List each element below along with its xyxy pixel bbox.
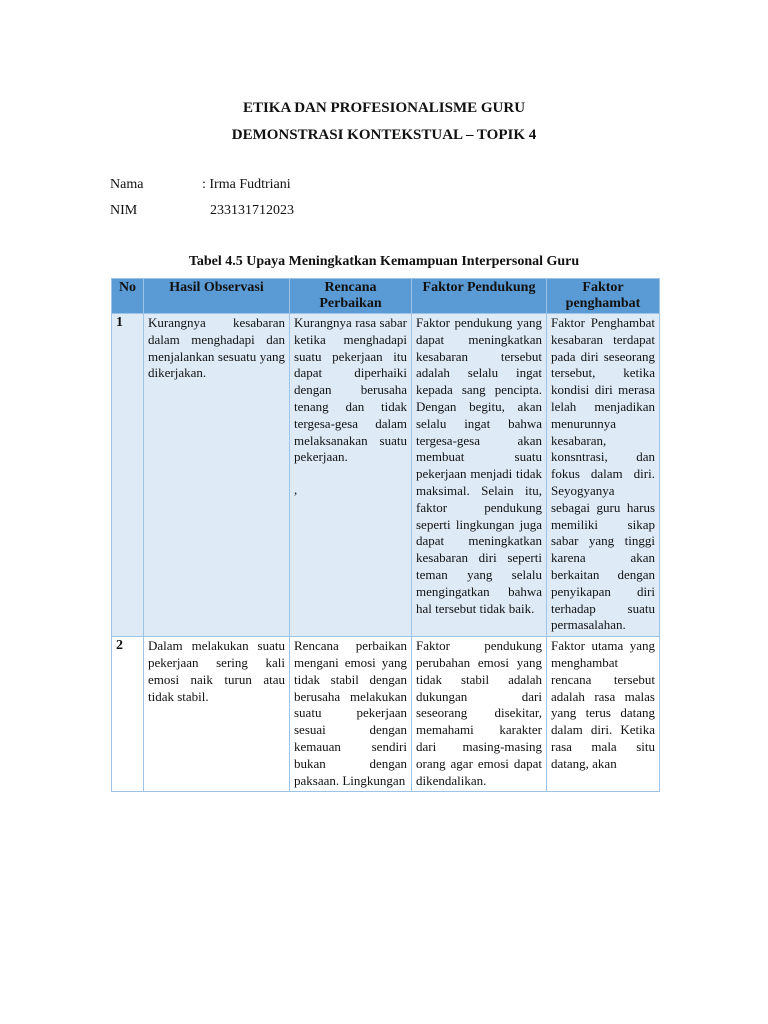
table-row bbox=[112, 637, 660, 792]
table-row bbox=[112, 314, 660, 637]
cell-faktor-penghambat: Faktor utama yang menghambat rencana tersebut adalah rasa malas yang terus datang dalam diri. Ketika rasa mala situ datang, akan bbox=[547, 637, 660, 792]
header-faktor-penghambat: Faktor penghambat bbox=[547, 279, 660, 314]
document-title: ETIKA DAN PROFESIONALISME GURU bbox=[242, 100, 526, 116]
cell-rencana-perbaikan bbox=[290, 314, 412, 637]
document-subtitle: DEMONSTRASI KONTEKSTUAL – TOPIK 4 bbox=[231, 127, 537, 143]
cell-faktor-pendukung: Faktor pendukung perubahan emosi yang tidak stabil adalah dukungan dari seseorang disekitar, memahami karakter dari masing-masing orang agar emosi dapat dikendalikan. bbox=[412, 637, 547, 792]
rencana-text: Kurangnya rasa sabar ketika menghadapi suatu pekerjaan itu dapat diperhaiki dengan berusaha tenang dan tidak tergesa-gesa dalam melaksanakan suatu pekerjaan. bbox=[294, 315, 407, 465]
nim-label: NIM bbox=[110, 203, 138, 218]
cell-hasil-observasi: Dalam melakukan suatu pekerjaan sering kali emosi naik turun atau tidak stabil. bbox=[144, 637, 290, 792]
row-number: 2 bbox=[112, 637, 144, 792]
nim-value: 233131712023 bbox=[210, 203, 294, 218]
cell-faktor-pendukung: Faktor pendukung yang dapat meningkatkan kesabaran tersebut adalah selalu ingat kepada sang pencipta. Dengan begitu, akan selalu ingat bahwa tergesa-gesa akan membuat suatu pekerjaan menjadi tidak maksimal. Selain itu, faktor pendukung seperti lingkungan juga dapat meningkatkan kesabaran diri seperti teman yang selalu mengingatkan bahwa hal tersebut tidak baik. bbox=[412, 314, 547, 637]
table-caption: Tabel 4.5 Upaya Meningkatkan Kemampuan Interpersonal Guru bbox=[188, 254, 580, 269]
name-line bbox=[110, 177, 291, 193]
nim-line bbox=[110, 203, 294, 219]
rencana-extra: , bbox=[294, 482, 298, 498]
header-rencana-perbaikan: Rencana Perbaikan bbox=[290, 279, 412, 314]
table-header-row bbox=[112, 279, 660, 314]
header-no: No bbox=[112, 279, 144, 314]
header-hasil-observasi: Hasil Observasi bbox=[144, 279, 290, 314]
row-number: 1 bbox=[112, 314, 144, 637]
name-label: Nama bbox=[110, 177, 144, 192]
cell-faktor-penghambat: Faktor Penghambat kesabaran terdapat pada diri seseorang tersebut, ketika kondisi diri merasa lelah menjadikan menurunnya kesabaran, konsntrasi, dan fokus dalam diri. Seyogyanya sebagai guru harus memiliki sikap sabar yang tinggi karena akan berkaitan dengan penyikapan diri terhadap suatu permasalahan. bbox=[547, 314, 660, 637]
name-value: : Irma Fudtriani bbox=[202, 177, 291, 192]
cell-rencana-perbaikan: Rencana perbaikan mengani emosi yang tidak stabil dengan berusaha melakukan suatu pekerjaan sesuai dengan kemauan sendiri bukan dengan paksaan. Lingkungan bbox=[290, 637, 412, 792]
observation-table bbox=[111, 278, 660, 792]
header-faktor-pendukung: Faktor Pendukung bbox=[412, 279, 547, 314]
cell-hasil-observasi: Kurangnya kesabaran dalam menghadapi dan menjalankan sesuatu yang dikerjakan. bbox=[144, 314, 290, 637]
